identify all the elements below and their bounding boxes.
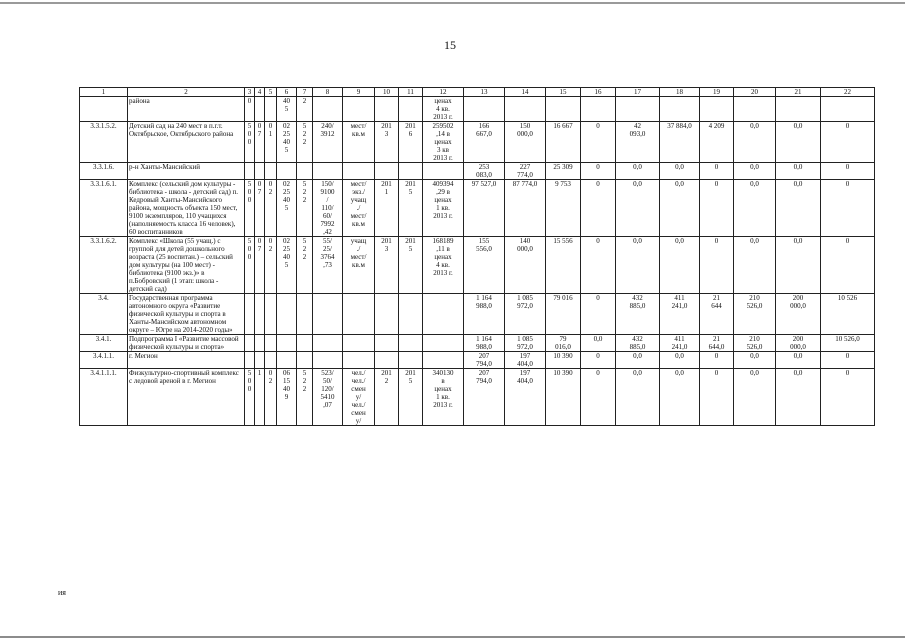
table-cell: 0 2 [265, 180, 277, 237]
table-cell: 02 25 40 5 [277, 237, 297, 294]
table-cell: 0 [821, 122, 875, 163]
row-number-cell: 3.3.1.6.1. [80, 180, 128, 237]
table-cell [313, 294, 343, 335]
table-cell: 201 1 [375, 180, 399, 237]
table-row [80, 294, 875, 335]
table-cell: 0,0 [734, 369, 776, 426]
table-cell: 201 3 [375, 122, 399, 163]
table-cell [255, 97, 265, 122]
table-cell: 2 [297, 97, 313, 122]
table-cell: 0 [700, 369, 734, 426]
header-cell: 20 [734, 88, 776, 97]
header-cell: 21 [776, 88, 821, 97]
table-cell: 79 016,0 [546, 335, 581, 352]
table-cell [375, 352, 399, 369]
table-row [80, 237, 875, 294]
table-cell: 259502 ,14 в ценах 3 кв 2013 г. [423, 122, 464, 163]
table-cell [616, 97, 660, 122]
table-cell: 411 241,0 [660, 335, 700, 352]
table-cell: 9 753 [546, 180, 581, 237]
table-cell: чел./ чел./ смен у/ чел./ смен у/ [343, 369, 375, 426]
header-cell: 3 [245, 88, 255, 97]
table-cell: 207 794,0 [464, 352, 505, 369]
table-cell [776, 97, 821, 122]
table-cell: 0,0 [660, 180, 700, 237]
table-cell: ценах 4 кв. 2013 г. [423, 97, 464, 122]
table-cell: мест/ экз./ учащ ./ мест/ кв.м [343, 180, 375, 237]
row-number-cell: 3.4. [80, 294, 128, 335]
table-cell: 0 7 [255, 122, 265, 163]
table-cell: 5 0 0 [245, 369, 255, 426]
header-cell: 2 [128, 88, 245, 97]
table-cell: 15 556 [546, 237, 581, 294]
table-cell: 210 526,0 [734, 335, 776, 352]
table-cell: 02 25 40 5 [277, 122, 297, 163]
table-cell [265, 97, 277, 122]
table-cell: 0,0 [776, 352, 821, 369]
table-cell [297, 352, 313, 369]
table-cell: 140 000,0 [505, 237, 546, 294]
table-cell [245, 352, 255, 369]
table-row [80, 180, 875, 237]
table-cell [277, 163, 297, 180]
row-number-cell: 3.3.1.5.2. [80, 122, 128, 163]
row-number-cell: 3.4.1. [80, 335, 128, 352]
table-cell [375, 294, 399, 335]
table-cell: 0 [581, 369, 616, 426]
table-cell [375, 163, 399, 180]
budget-table [79, 87, 875, 426]
table-cell [423, 294, 464, 335]
table-cell: 201 2 [375, 369, 399, 426]
table-row [80, 369, 875, 426]
table-cell: 201 5 [399, 237, 423, 294]
table-cell: 0,0 [660, 352, 700, 369]
table-cell: 1 164 988,0 [464, 335, 505, 352]
table-cell [313, 352, 343, 369]
header-cell: 15 [546, 88, 581, 97]
table-cell: 253 083,0 [464, 163, 505, 180]
row-name-cell: р-н Ханты-Мансийский [128, 163, 245, 180]
table-cell: 210 526,0 [734, 294, 776, 335]
table-cell: 0 [581, 180, 616, 237]
row-number-cell: 3.4.1.1.1. [80, 369, 128, 426]
header-cell: 19 [700, 88, 734, 97]
footer-mark: ия [58, 588, 66, 597]
header-cell: 22 [821, 88, 875, 97]
table-cell: 0,0 [776, 237, 821, 294]
row-name-cell: г. Мегион [128, 352, 245, 369]
table-row [80, 352, 875, 369]
table-cell: 200 000,0 [776, 294, 821, 335]
table-cell: 1 085 972,0 [505, 294, 546, 335]
table-cell: 0 [581, 294, 616, 335]
table-cell: 201 6 [399, 122, 423, 163]
table-cell: 432 885,0 [616, 335, 660, 352]
table-cell: 0 2 [265, 237, 277, 294]
table-cell: 0,0 [660, 369, 700, 426]
table-row [80, 97, 875, 122]
table-cell: 0 [821, 237, 875, 294]
header-cell: 10 [375, 88, 399, 97]
table-cell: 150 000,0 [505, 122, 546, 163]
table-cell: 197 404,0 [505, 352, 546, 369]
table-cell [399, 352, 423, 369]
table-cell [313, 163, 343, 180]
table-cell [277, 294, 297, 335]
table-cell [277, 335, 297, 352]
table-cell: 10 526,0 [821, 335, 875, 352]
table-cell: 155 556,0 [464, 237, 505, 294]
header-cell: 4 [255, 88, 265, 97]
table-cell [255, 335, 265, 352]
table-cell: 1 164 988,0 [464, 294, 505, 335]
table-cell [265, 335, 277, 352]
table-cell: 10 390 [546, 369, 581, 426]
table-cell: 0,0 [776, 180, 821, 237]
table-cell: 5 2 2 [297, 180, 313, 237]
table-cell [245, 335, 255, 352]
table-cell [399, 335, 423, 352]
table-cell: 0 [581, 163, 616, 180]
table-cell [505, 97, 546, 122]
table-cell [464, 97, 505, 122]
table-cell: 523/ 50/ 120/ 5410 ,07 [313, 369, 343, 426]
table-cell: 201 3 [375, 237, 399, 294]
table-cell: 79 016 [546, 294, 581, 335]
table-cell [343, 163, 375, 180]
table-cell [399, 294, 423, 335]
row-name-cell: Государственная программа автономного округа «Развитие физической культуры и спорта в Ханты-Мансийском автономном округе – Югре на 2014-2020 годы» [128, 294, 245, 335]
table-cell: 0,0 [734, 180, 776, 237]
header-cell: 11 [399, 88, 423, 97]
table-cell [255, 294, 265, 335]
table-cell: 201 5 [399, 369, 423, 426]
table-cell [245, 163, 255, 180]
row-name-cell: Физкультурно-спортивный комплекс с ледовой ареной в г. Мегион [128, 369, 245, 426]
table-cell: 0 [821, 180, 875, 237]
header-cell: 17 [616, 88, 660, 97]
table-cell [734, 97, 776, 122]
table-cell [313, 97, 343, 122]
table-cell [423, 335, 464, 352]
table-cell [343, 335, 375, 352]
row-number-cell: 3.3.1.6. [80, 163, 128, 180]
header-cell: 8 [313, 88, 343, 97]
table-cell [313, 335, 343, 352]
table-cell [297, 294, 313, 335]
table-cell: 40 5 [277, 97, 297, 122]
table-cell: 25 309 [546, 163, 581, 180]
table-cell: 5 2 2 [297, 237, 313, 294]
row-number-cell: 3.3.1.6.2. [80, 237, 128, 294]
table-cell: 0,0 [776, 122, 821, 163]
table-cell: 0,0 [734, 237, 776, 294]
header-cell: 16 [581, 88, 616, 97]
table-cell: 21 644 [700, 294, 734, 335]
table-cell: 411 241,0 [660, 294, 700, 335]
table-cell [700, 97, 734, 122]
table-cell: 0,0 [616, 237, 660, 294]
table-cell: мест/ кв.м [343, 122, 375, 163]
table-cell: 0,0 [776, 163, 821, 180]
header-cell: 9 [343, 88, 375, 97]
table-cell: 0 [700, 237, 734, 294]
header-row [80, 88, 875, 97]
table-cell [343, 97, 375, 122]
table-cell [423, 352, 464, 369]
table-cell [343, 352, 375, 369]
table-cell: 02 25 40 5 [277, 180, 297, 237]
table-cell: 0,0 [734, 122, 776, 163]
table-cell [255, 163, 265, 180]
table-cell: 97 527,0 [464, 180, 505, 237]
row-name-cell: района [128, 97, 245, 122]
header-cell: 18 [660, 88, 700, 97]
header-cell: 6 [277, 88, 297, 97]
table-cell: 197 404,0 [505, 369, 546, 426]
table-cell [265, 294, 277, 335]
header-cell: 12 [423, 88, 464, 97]
table-cell: 0,0 [660, 237, 700, 294]
table-cell: 432 885,0 [616, 294, 660, 335]
row-name-cell: Комплекс «Школа (55 учащ.) с группой для детей дошкольного возраста (25 воспитан.) – сельский дом культуры (на 100 мест) - библиотека (9100 экз.)» в п.Бобровский (1 этап: школа - детский сад) [128, 237, 245, 294]
table-cell: 0 [700, 163, 734, 180]
table-cell [265, 352, 277, 369]
table-cell: 0 [821, 352, 875, 369]
table-cell: 340130 в ценах 1 кв. 2013 г. [423, 369, 464, 426]
table-cell: 409394 ,29 в ценах 1 кв. 2013 г. [423, 180, 464, 237]
table-cell [277, 352, 297, 369]
table-cell: 55/ 25/ 3764 ,73 [313, 237, 343, 294]
table-cell: 0,0 [581, 335, 616, 352]
table-cell: 0 [581, 352, 616, 369]
table-cell: 5 0 0 [245, 180, 255, 237]
table-cell: 0,0 [616, 163, 660, 180]
table-cell: 0 [700, 352, 734, 369]
table-cell: 0 1 [265, 122, 277, 163]
table-cell [399, 97, 423, 122]
table-cell: 0 7 [255, 237, 265, 294]
table-cell: 06 15 40 9 [277, 369, 297, 426]
header-cell: 13 [464, 88, 505, 97]
table-cell: 5 0 0 [245, 122, 255, 163]
header-cell: 14 [505, 88, 546, 97]
table-cell: 0 [581, 122, 616, 163]
table-cell [265, 163, 277, 180]
table-cell [399, 163, 423, 180]
table-cell: 0,0 [616, 369, 660, 426]
page-number: 15 [444, 38, 456, 52]
table-cell: 0 [581, 237, 616, 294]
table-cell [245, 294, 255, 335]
table-cell: 42 093,0 [616, 122, 660, 163]
table-cell: 1 [255, 369, 265, 426]
table-cell [423, 163, 464, 180]
table-cell [297, 335, 313, 352]
table-cell: 21 644,0 [700, 335, 734, 352]
table-row [80, 163, 875, 180]
table-cell [546, 97, 581, 122]
table-cell [375, 335, 399, 352]
table-cell: 0,0 [734, 352, 776, 369]
table-cell [821, 97, 875, 122]
table-cell: 5 0 0 [245, 237, 255, 294]
table-cell: 0,0 [660, 163, 700, 180]
row-name-cell: Подпрограмма I «Развитие массовой физической культуры и спорта» [128, 335, 245, 352]
table-cell: 0 [821, 163, 875, 180]
header-cell: 1 [80, 88, 128, 97]
table-cell: 5 2 2 [297, 122, 313, 163]
table-cell [581, 97, 616, 122]
table-cell: 207 794,0 [464, 369, 505, 426]
row-number-cell [80, 97, 128, 122]
table-row [80, 335, 875, 352]
table-cell: 0 [700, 180, 734, 237]
table-cell [375, 97, 399, 122]
table-cell: учащ ./ мест/ кв.м [343, 237, 375, 294]
table-cell: 87 774,0 [505, 180, 546, 237]
scan-edge-bottom [0, 636, 905, 638]
table-cell: 0 2 [265, 369, 277, 426]
table-cell [343, 294, 375, 335]
row-name-cell: Детский сад на 240 мест в п.г.т. Октябрьское, Октябрьского района [128, 122, 245, 163]
table-cell [255, 352, 265, 369]
table-cell: 0,0 [616, 180, 660, 237]
header-cell: 7 [297, 88, 313, 97]
table-cell: 10 390 [546, 352, 581, 369]
table-cell: 200 000,0 [776, 335, 821, 352]
table-cell: 201 5 [399, 180, 423, 237]
table-cell: 166 667,0 [464, 122, 505, 163]
table-cell: 16 667 [546, 122, 581, 163]
table-cell: 37 884,0 [660, 122, 700, 163]
table-cell: 0,0 [616, 352, 660, 369]
table-cell: 168189 ,11 в ценах 4 кв. 2013 г. [423, 237, 464, 294]
row-number-cell: 3.4.1.1. [80, 352, 128, 369]
header-cell: 5 [265, 88, 277, 97]
table-cell: 0 [821, 369, 875, 426]
table-cell [660, 97, 700, 122]
table-row [80, 122, 875, 163]
table-cell: 1 085 972,0 [505, 335, 546, 352]
row-name-cell: Комплекс (сельский дом культуры - библиотека - школа - детский сад) п. Кедровый Ханты-Мансийского района, мощность объекта 150 мест, 9100 экземпляров, 110 учащихся (наполняемость класса 16 человек), 60 воспитанников [128, 180, 245, 237]
table-cell: 240/ 3912 [313, 122, 343, 163]
table-cell: 0 [245, 97, 255, 122]
table-cell: 0,0 [776, 369, 821, 426]
table-cell: 0 7 [255, 180, 265, 237]
table-cell: 227 774,0 [505, 163, 546, 180]
scan-edge-top [0, 2, 905, 4]
table-cell: 5 2 2 [297, 369, 313, 426]
table-cell: 150/ 9100 / 110/ 60/ 7992 ,42 [313, 180, 343, 237]
table-cell: 4 209 [700, 122, 734, 163]
table-cell: 0,0 [734, 163, 776, 180]
table-cell [297, 163, 313, 180]
table-cell: 10 526 [821, 294, 875, 335]
